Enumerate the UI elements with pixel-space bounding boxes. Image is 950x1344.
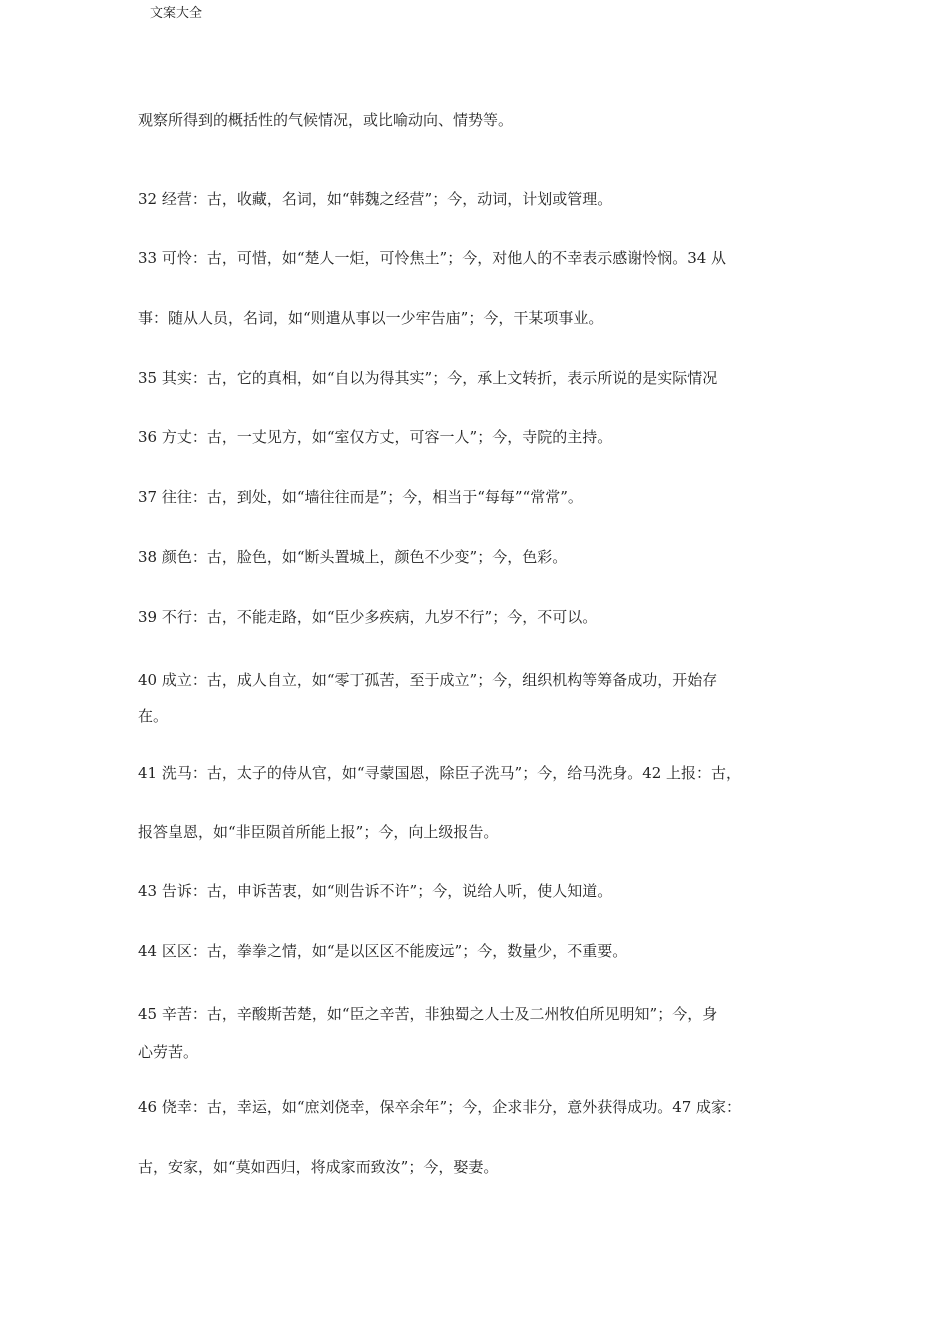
text-line: 40 成立：古，成人自立，如“零丁孤苦，至于成立”；今，组织机构等筹备成功，开始存 <box>138 671 718 689</box>
text-line: 33 可怜：古，可惜，如“楚人一炬，可怜焦土”；今，对他人的不幸表示感谢怜悯。34 从 <box>138 249 727 267</box>
text-line: 41 洗马：古，太子的侍从官，如“寻蒙国恩，除臣子洗马”；今，给马洗身。42 上报：古， <box>138 764 742 782</box>
text-line: 在。 <box>138 707 169 725</box>
text-line: 古，安家，如“莫如西归，将成家而致汝”；今，娶妻。 <box>138 1158 499 1176</box>
text-line: 观察所得到的概括性的气候情况，或比喻动向、情势等。 <box>138 111 514 129</box>
text-line: 45 辛苦：古，辛酸斯苦楚，如“臣之辛苦，非独蜀之人士及二州牧伯所见明知”；今，身 <box>138 1005 718 1023</box>
text-line: 37 往往：古，到处，如“墙往往而是”；今，相当于“每每”“常常”。 <box>138 488 583 506</box>
text-line: 事：随从人员，名词，如“则遣从事以一少牢告庙”；今，干某项事业。 <box>138 309 604 327</box>
header-label: 文案大全 <box>150 6 203 21</box>
text-line: 32 经营：古，收藏，名词，如“韩魏之经营”；今，动词，计划或管理。 <box>138 190 613 208</box>
text-line: 36 方丈：古，一丈见方，如“室仅方丈，可容一人”；今，寺院的主持。 <box>138 428 613 446</box>
text-line: 44 区区：古，拳拳之情，如“是以区区不能废远”；今，数量少，不重要。 <box>138 942 628 960</box>
text-line: 39 不行：古，不能走路，如“臣少多疾病，九岁不行”；今，不可以。 <box>138 608 598 626</box>
text-line: 43 告诉：古，申诉苦衷，如“则告诉不许”；今，说给人听，使人知道。 <box>138 882 613 900</box>
text-line: 35 其实：古，它的真相，如“自以为得其实”；今，承上文转折，表示所说的是实际情况 <box>138 369 718 387</box>
text-line: 报答皇恩，如“非臣陨首所能上报”；今，向上级报告。 <box>138 823 499 841</box>
text-line: 38 颜色：古，脸色，如“断头置城上，颜色不少变”；今，色彩。 <box>138 548 568 566</box>
text-line: 心劳苦。 <box>138 1043 199 1061</box>
text-line: 46 侥幸：古，幸运，如“庶刘侥幸，保卒余年”；今，企求非分，意外获得成功。47 成家： <box>138 1098 742 1116</box>
